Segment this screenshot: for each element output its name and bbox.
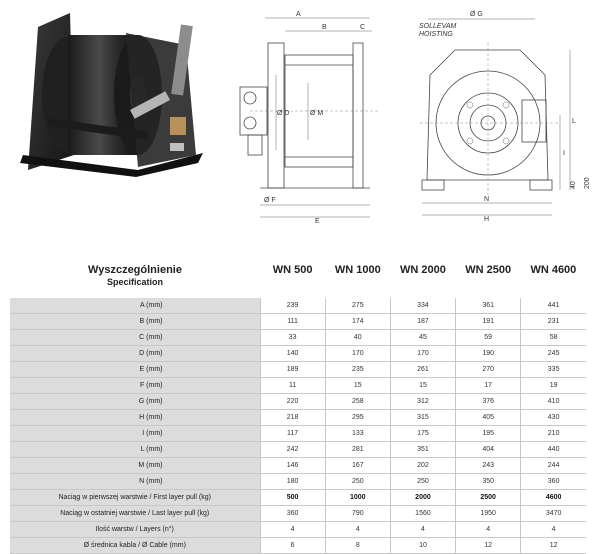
table-cell: 12: [521, 538, 586, 554]
row-label: A (mm): [10, 298, 260, 314]
brand-line-2: HOISTING: [419, 31, 453, 38]
table-cell: 250: [325, 474, 390, 490]
model-header: WN 1000: [334, 264, 381, 276]
table-cell: 404: [456, 442, 521, 458]
table-cell: 180: [260, 474, 325, 490]
row-label: Naciąg w ostatniej warstwie / Last layer pull (kg): [10, 506, 260, 522]
table-row: [10, 314, 586, 330]
table-cell: 4600: [521, 490, 586, 506]
row-label: M (mm): [10, 458, 260, 474]
table-cell: 315: [390, 410, 455, 426]
table-cell: 1950: [456, 506, 521, 522]
table-cell: 1560: [390, 506, 455, 522]
table-cell: 59: [456, 330, 521, 346]
spec-table-body: [10, 298, 586, 554]
row-label: N (mm): [10, 474, 260, 490]
table-row: [10, 426, 586, 442]
table-row: [10, 362, 586, 378]
table-cell: 245: [521, 346, 586, 362]
table-cell: 189: [260, 362, 325, 378]
table-cell: 361: [456, 298, 521, 314]
table-row: [10, 410, 586, 426]
table-row: [10, 458, 586, 474]
spec-header: [10, 259, 260, 298]
table-cell: 202: [390, 458, 455, 474]
table-cell: 174: [325, 314, 390, 330]
table-row: [10, 506, 586, 522]
table-cell: 191: [456, 314, 521, 330]
dim-label-L: L: [572, 118, 576, 125]
dim-label-B: B: [322, 24, 327, 31]
table-cell: 4: [325, 522, 390, 538]
table-row: [10, 538, 586, 554]
table-cell: 281: [325, 442, 390, 458]
row-label: G (mm): [10, 394, 260, 410]
table-cell: 4: [260, 522, 325, 538]
dim-label-D: Ø D: [277, 110, 290, 117]
table-cell: 146: [260, 458, 325, 474]
table-cell: 187: [390, 314, 455, 330]
table-row: [10, 522, 586, 538]
table-cell: 11: [260, 378, 325, 394]
table-row: [10, 394, 586, 410]
table-cell: 10: [390, 538, 455, 554]
table-cell: 250: [390, 474, 455, 490]
row-label: Ilość warstw / Layers (n°): [10, 522, 260, 538]
brand-line-1: SOLLEVAM: [419, 23, 457, 30]
table-cell: 3470: [521, 506, 586, 522]
table-cell: 790: [325, 506, 390, 522]
table-cell: 12: [456, 538, 521, 554]
dim-label-G: Ø G: [470, 11, 483, 18]
row-label: I (mm): [10, 426, 260, 442]
table-row: [10, 346, 586, 362]
table-cell: 33: [260, 330, 325, 346]
table-cell: 312: [390, 394, 455, 410]
row-label: L (mm): [10, 442, 260, 458]
dim-label-N: N: [484, 196, 490, 203]
dim-label-H: H: [484, 216, 490, 223]
table-cell: 133: [325, 426, 390, 442]
row-label: B (mm): [10, 314, 260, 330]
table-cell: 19: [521, 378, 586, 394]
table-cell: 8: [325, 538, 390, 554]
table-cell: 231: [521, 314, 586, 330]
table-cell: 175: [390, 426, 455, 442]
dim-label-F: Ø F: [264, 197, 276, 204]
row-label: C (mm): [10, 330, 260, 346]
table-cell: 334: [390, 298, 455, 314]
table-cell: 4: [521, 522, 586, 538]
table-row: [10, 330, 586, 346]
table-cell: 430: [521, 410, 586, 426]
row-label: Naciąg w pierwszej warstwie / First layer pull (kg): [10, 490, 260, 506]
table-cell: 111: [260, 314, 325, 330]
row-label: F (mm): [10, 378, 260, 394]
table-cell: 190: [456, 346, 521, 362]
table-cell: 6: [260, 538, 325, 554]
table-cell: 244: [521, 458, 586, 474]
table-cell: 15: [390, 378, 455, 394]
table-cell: 2000: [390, 490, 455, 506]
row-label: H (mm): [10, 410, 260, 426]
table-cell: 376: [456, 394, 521, 410]
table-cell: 220: [260, 394, 325, 410]
table-cell: 15: [325, 378, 390, 394]
dim-label-40: 40: [570, 181, 577, 189]
table-cell: 167: [325, 458, 390, 474]
spec-table: [10, 259, 586, 554]
table-cell: 405: [456, 410, 521, 426]
table-cell: 440: [521, 442, 586, 458]
model-header: WN 2000: [400, 264, 446, 276]
table-cell: 242: [260, 442, 325, 458]
table-cell: 4: [456, 522, 521, 538]
row-label: Ø średnica kabla / Ø Cable (mm): [10, 538, 260, 554]
dim-label-E: E: [315, 218, 320, 225]
table-cell: 117: [260, 426, 325, 442]
dim-label-M: Ø M: [310, 110, 324, 117]
table-row: [10, 378, 586, 394]
spec-header-pl: Wyszczególnienie: [88, 264, 182, 276]
table-cell: 195: [456, 426, 521, 442]
dim-label-200: 200: [584, 177, 591, 189]
table-cell: 270: [456, 362, 521, 378]
table-cell: 210: [521, 426, 586, 442]
table-cell: 170: [390, 346, 455, 362]
side-view: [240, 11, 380, 225]
table-cell: 350: [456, 474, 521, 490]
row-label: D (mm): [10, 346, 260, 362]
table-cell: 360: [521, 474, 586, 490]
spec-header-en: Specification: [106, 277, 163, 287]
table-cell: 2500: [456, 490, 521, 506]
table-cell: 17: [456, 378, 521, 394]
model-header: WN 4600: [530, 264, 577, 276]
table-cell: 243: [456, 458, 521, 474]
table-cell: 218: [260, 410, 325, 426]
table-cell: 258: [325, 394, 390, 410]
dim-label-I: I: [563, 150, 565, 157]
table-row: [10, 490, 586, 506]
table-header-row: [10, 259, 586, 298]
table-cell: 170: [325, 346, 390, 362]
table-row: [10, 298, 586, 314]
table-cell: 441: [521, 298, 586, 314]
table-cell: 500: [260, 490, 325, 506]
winch-photo: [8, 5, 210, 175]
table-cell: 351: [390, 442, 455, 458]
model-header: WN 500: [272, 264, 313, 276]
table-cell: 360: [260, 506, 325, 522]
model-header: WN 2500: [465, 264, 512, 276]
table-cell: 335: [521, 362, 586, 378]
table-cell: 1000: [325, 490, 390, 506]
table-cell: 140: [260, 346, 325, 362]
table-cell: 40: [325, 330, 390, 346]
table-cell: 295: [325, 410, 390, 426]
table-cell: 4: [390, 522, 455, 538]
dim-label-A: A: [296, 11, 301, 18]
table-cell: 235: [325, 362, 390, 378]
dim-label-C: C: [360, 24, 366, 31]
table-cell: 58: [521, 330, 586, 346]
table-cell: 239: [260, 298, 325, 314]
technical-drawing: [230, 5, 590, 225]
table-row: [10, 474, 586, 490]
row-label: E (mm): [10, 362, 260, 378]
table-cell: 45: [390, 330, 455, 346]
table-cell: 410: [521, 394, 586, 410]
table-cell: 275: [325, 298, 390, 314]
end-view: [419, 11, 591, 223]
table-cell: 261: [390, 362, 455, 378]
table-row: [10, 442, 586, 458]
